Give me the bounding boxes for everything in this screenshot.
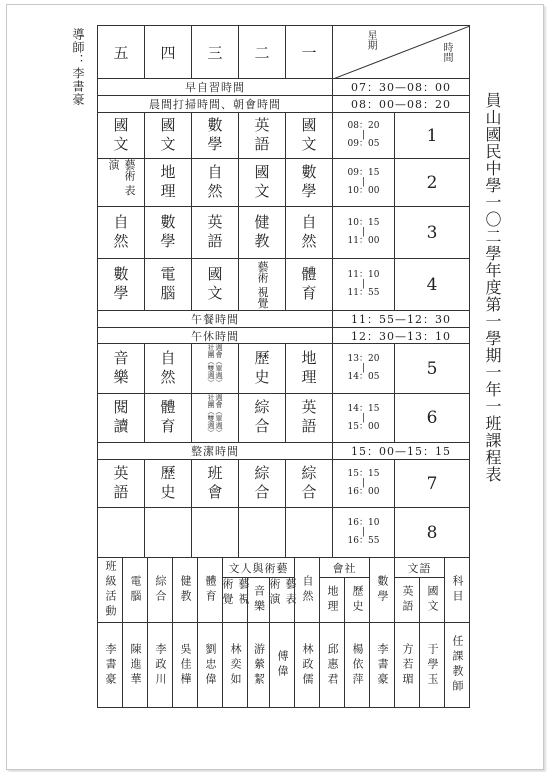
period-5-day-4 bbox=[238, 343, 286, 394]
period-start: 08：20 bbox=[347, 121, 380, 131]
period-4-number-text: 4 bbox=[426, 274, 438, 295]
document-title: 員山國民中學一〇二學年度第一學期一年一班課程表 bbox=[483, 92, 502, 483]
period-1-time bbox=[332, 112, 395, 159]
period-3-day-3-text: 英語 bbox=[205, 213, 224, 252]
band-self_study-time bbox=[332, 78, 470, 96]
period-2-day-2 bbox=[144, 158, 192, 207]
subject-header bbox=[444, 557, 470, 623]
period-time-range bbox=[348, 519, 380, 546]
period-7-number-text: 7 bbox=[426, 473, 438, 494]
period-end: 16：55 bbox=[347, 536, 380, 546]
period-time-range bbox=[348, 219, 380, 246]
subject-group-3-text: 文語 bbox=[407, 561, 432, 575]
period-5-day-5 bbox=[285, 343, 333, 394]
period-8-day-4 bbox=[238, 507, 286, 558]
subject-6 bbox=[222, 577, 248, 623]
band-cleanup-label-text: 整潔時間 bbox=[191, 445, 239, 458]
period-end: 14：05 bbox=[347, 372, 380, 382]
band-self_study-label-text: 早自習時間 bbox=[185, 81, 245, 94]
period-5-number-text: 5 bbox=[426, 358, 438, 379]
period-5-day-1 bbox=[97, 343, 145, 394]
teacher-10 bbox=[319, 622, 345, 708]
period-dash: | bbox=[361, 412, 366, 423]
period-5-number bbox=[394, 343, 470, 394]
period-6-time bbox=[332, 393, 395, 443]
teacher-2-text: 陳進華 bbox=[129, 642, 142, 688]
band-lunch-label-text: 午餐時間 bbox=[191, 313, 239, 326]
teacher-9 bbox=[294, 622, 320, 708]
period-6-day-4 bbox=[238, 393, 286, 443]
period-7-day-2-text: 歷史 bbox=[158, 464, 177, 503]
period-time-range bbox=[348, 169, 380, 196]
subject-10 bbox=[319, 577, 345, 623]
period-4-number bbox=[394, 258, 470, 311]
teacher-header bbox=[444, 622, 470, 708]
period-time-range bbox=[348, 271, 380, 298]
teacher-11-text: 楊依萍 bbox=[351, 642, 364, 688]
period-1-day-2-text: 國文 bbox=[158, 116, 177, 155]
day-header-2 bbox=[144, 25, 192, 79]
teacher-3-text: 李政川 bbox=[154, 642, 167, 688]
day-header-3-text: 三 bbox=[207, 43, 223, 62]
teacher-7-text: 游縈絜 bbox=[252, 642, 266, 688]
period-end: 15：00 bbox=[347, 421, 380, 432]
subject-7-text: 音樂 bbox=[252, 585, 266, 615]
teacher-4-text: 吳佳樺 bbox=[179, 642, 192, 688]
band-lunch-time-text: 11：55—12：30 bbox=[351, 313, 451, 326]
band-morning-label-text: 晨間打掃時間、朝會時間 bbox=[149, 98, 281, 111]
period-8-number bbox=[394, 507, 470, 558]
subject-14-text: 國文 bbox=[426, 585, 439, 615]
teacher-3 bbox=[147, 622, 173, 708]
day-header-4-text: 二 bbox=[254, 43, 270, 62]
period-7-day-5-text: 綜合 bbox=[299, 464, 318, 503]
period-1-day-4-text: 英語 bbox=[252, 116, 271, 155]
period-start: 09：15 bbox=[347, 168, 380, 178]
teacher-11 bbox=[344, 622, 370, 708]
band-nap-label bbox=[97, 327, 333, 344]
period-7-day-3-text: 班會 bbox=[205, 464, 224, 503]
period-7-day-3 bbox=[191, 459, 239, 508]
teacher-6 bbox=[222, 622, 248, 708]
period-6-day-2-text: 體育 bbox=[158, 399, 177, 437]
period-3-day-3 bbox=[191, 206, 239, 259]
day-header-3 bbox=[191, 25, 239, 79]
period-5-time bbox=[332, 343, 395, 394]
period-5-day-3-text: 週會（單週） 社團（雙週） bbox=[207, 344, 223, 386]
period-2-number bbox=[394, 158, 470, 207]
subject-12 bbox=[369, 557, 395, 623]
subject-13-text: 英語 bbox=[401, 585, 414, 615]
period-5-day-2 bbox=[144, 343, 192, 394]
period-2-number-text: 2 bbox=[426, 172, 438, 193]
band-cleanup-time bbox=[332, 442, 470, 460]
day-header-2-text: 四 bbox=[160, 43, 176, 62]
period-2-time bbox=[332, 158, 395, 207]
period-1-day-5 bbox=[285, 112, 333, 159]
band-morning-time bbox=[332, 95, 470, 113]
period-6-day-2 bbox=[144, 393, 192, 443]
period-1-day-3 bbox=[191, 112, 239, 159]
homeroom-teacher: 導師：李書豪 bbox=[71, 28, 85, 106]
period-4-day-3-text: 國文 bbox=[205, 265, 224, 304]
period-2-day-4-text: 國文 bbox=[252, 163, 271, 202]
period-time-range bbox=[348, 405, 380, 432]
period-start: 16：10 bbox=[347, 518, 380, 528]
period-6-day-5 bbox=[285, 393, 333, 443]
period-5-day-4-text: 歷史 bbox=[252, 349, 271, 388]
subject-4 bbox=[172, 557, 198, 623]
band-nap-time-text: 12：30—13：10 bbox=[351, 329, 451, 343]
subject-5-text: 體育 bbox=[204, 575, 217, 605]
subject-group-2-text: 會社 bbox=[332, 561, 357, 575]
period-6-day-4-text: 綜合 bbox=[252, 399, 271, 437]
period-dash: | bbox=[361, 279, 366, 289]
period-end: 11：00 bbox=[347, 236, 380, 246]
teacher-2 bbox=[122, 622, 148, 708]
period-2-day-5-text: 數學 bbox=[299, 163, 318, 202]
period-start: 13：20 bbox=[347, 354, 380, 364]
period-4-day-5-text: 體育 bbox=[299, 265, 318, 304]
subject-6-text: 藝視術覺 bbox=[221, 578, 250, 608]
period-2-day-3-text: 自然 bbox=[205, 163, 224, 202]
period-8-day-3 bbox=[191, 507, 239, 558]
teacher-8 bbox=[269, 622, 295, 708]
subject-9 bbox=[294, 557, 320, 623]
band-lunch-time bbox=[332, 310, 470, 328]
corner-time-label: 時間 bbox=[441, 42, 452, 62]
subject-10-text: 地理 bbox=[326, 585, 339, 615]
period-6-day-1-text: 閱讀 bbox=[111, 399, 130, 437]
period-4-day-2-text: 電腦 bbox=[158, 265, 177, 304]
period-4-day-3 bbox=[191, 258, 239, 311]
teacher-10-text: 邱惠君 bbox=[326, 642, 339, 688]
period-5-day-1-text: 音樂 bbox=[111, 349, 130, 388]
teacher-12 bbox=[369, 622, 395, 708]
period-4-day-4-text: 藝術 視覺 bbox=[256, 260, 269, 309]
subject-2 bbox=[122, 557, 148, 623]
period-2-day-1-text: 藝術 表演 bbox=[107, 159, 136, 196]
subject-group-3 bbox=[394, 557, 445, 578]
period-time-range bbox=[348, 122, 380, 149]
period-4-day-2 bbox=[144, 258, 192, 311]
period-1-day-1 bbox=[97, 112, 145, 159]
period-3-day-2 bbox=[144, 206, 192, 259]
teacher-header-text: 任課教師 bbox=[451, 635, 464, 695]
period-4-day-5 bbox=[285, 258, 333, 311]
period-dash: | bbox=[361, 130, 366, 140]
subject-4-text: 健教 bbox=[179, 575, 192, 605]
subject-1-text: 班級活動 bbox=[104, 560, 117, 620]
teacher-12-text: 李書豪 bbox=[376, 642, 389, 688]
period-8-time bbox=[332, 507, 395, 558]
period-5-day-5-text: 地理 bbox=[299, 349, 318, 388]
teacher-8-text: 傅偉 bbox=[276, 650, 289, 680]
period-start: 14：15 bbox=[347, 403, 380, 414]
teacher-13-text: 方若瑂 bbox=[401, 642, 414, 688]
band-morning-time-text: 08：00—08：20 bbox=[351, 98, 451, 111]
period-8-day-5 bbox=[285, 507, 333, 558]
period-6-day-3-text: 週會（單週） 社團（雙週） bbox=[207, 394, 223, 436]
period-7-day-1 bbox=[97, 459, 145, 508]
period-7-day-4 bbox=[238, 459, 286, 508]
period-4-day-1-text: 數學 bbox=[111, 265, 130, 304]
band-nap-time bbox=[332, 327, 470, 344]
period-time-range bbox=[348, 470, 380, 497]
band-cleanup-label bbox=[97, 442, 333, 460]
period-7-time bbox=[332, 459, 395, 508]
period-3-day-4-text: 健教 bbox=[252, 213, 271, 252]
period-4-day-4 bbox=[238, 258, 286, 311]
period-2-day-5 bbox=[285, 158, 333, 207]
subject-11-text: 歷史 bbox=[351, 585, 364, 615]
period-dash: | bbox=[361, 227, 366, 237]
subject-group-2 bbox=[319, 557, 370, 578]
subject-8 bbox=[269, 577, 295, 623]
period-start: 11：10 bbox=[347, 270, 380, 280]
band-cleanup-time-text: 15：00—15：15 bbox=[351, 445, 451, 458]
subject-13 bbox=[394, 577, 420, 623]
period-dash: | bbox=[361, 363, 366, 373]
period-8-number-text: 8 bbox=[426, 522, 438, 543]
period-3-day-2-text: 數學 bbox=[158, 213, 177, 252]
teacher-13 bbox=[394, 622, 420, 708]
period-1-number-text: 1 bbox=[426, 125, 438, 146]
teacher-9-text: 林政儒 bbox=[301, 642, 314, 688]
subject-9-text: 自然 bbox=[301, 575, 314, 605]
subject-header-text: 科目 bbox=[451, 575, 464, 605]
period-2-day-2-text: 地理 bbox=[158, 163, 177, 202]
period-8-day-2 bbox=[144, 507, 192, 558]
period-7-day-2 bbox=[144, 459, 192, 508]
day-header-5 bbox=[285, 25, 333, 79]
band-lunch-label bbox=[97, 310, 333, 328]
band-self_study-time-text: 07：30—08：00 bbox=[351, 81, 451, 94]
period-3-day-1-text: 自然 bbox=[111, 213, 130, 252]
period-4-time bbox=[332, 258, 395, 311]
period-end: 16：00 bbox=[347, 487, 380, 497]
corner-day-label: 星期 bbox=[365, 30, 376, 50]
band-nap-label-text: 午休時間 bbox=[191, 329, 239, 343]
period-1-day-3-text: 數學 bbox=[205, 116, 224, 155]
period-7-day-4-text: 綜合 bbox=[252, 464, 271, 503]
teacher-1 bbox=[97, 622, 123, 708]
period-7-day-1-text: 英語 bbox=[111, 464, 130, 503]
teacher-7 bbox=[247, 622, 270, 708]
teacher-6-text: 林奕如 bbox=[229, 642, 242, 688]
teacher-5-text: 劉忠偉 bbox=[204, 642, 217, 688]
period-dash: | bbox=[361, 177, 366, 187]
subject-group-1 bbox=[222, 557, 295, 578]
period-3-number-text: 3 bbox=[426, 222, 438, 243]
period-8-day-1 bbox=[97, 507, 145, 558]
period-3-number bbox=[394, 206, 470, 259]
subject-8-text: 藝表術演 bbox=[268, 578, 297, 608]
period-3-day-5-text: 自然 bbox=[299, 213, 318, 252]
period-6-day-5-text: 英語 bbox=[299, 399, 318, 437]
period-2-day-4 bbox=[238, 158, 286, 207]
period-6-day-3 bbox=[191, 393, 239, 443]
period-start: 15：15 bbox=[347, 469, 380, 479]
period-2-day-3 bbox=[191, 158, 239, 207]
teacher-5 bbox=[197, 622, 223, 708]
day-header-1 bbox=[97, 25, 145, 79]
period-2-day-1 bbox=[97, 158, 145, 207]
period-3-time bbox=[332, 206, 395, 259]
period-time-range bbox=[348, 355, 380, 382]
timetable bbox=[97, 25, 469, 707]
subject-3 bbox=[147, 557, 173, 623]
period-3-day-1 bbox=[97, 206, 145, 259]
corner-header bbox=[332, 25, 470, 79]
period-5-day-3 bbox=[191, 343, 239, 394]
subject-3-text: 綜合 bbox=[154, 575, 167, 605]
period-3-day-4 bbox=[238, 206, 286, 259]
subject-1 bbox=[97, 557, 123, 623]
teacher-14-text: 于學玉 bbox=[426, 642, 439, 688]
period-7-day-5 bbox=[285, 459, 333, 508]
teacher-4 bbox=[172, 622, 198, 708]
period-3-day-5 bbox=[285, 206, 333, 259]
period-dash: | bbox=[361, 527, 366, 537]
subject-11 bbox=[344, 577, 370, 623]
teacher-14 bbox=[419, 622, 445, 708]
period-1-day-1-text: 國文 bbox=[111, 116, 130, 155]
band-morning-label bbox=[97, 95, 333, 113]
period-6-day-1 bbox=[97, 393, 145, 443]
period-end: 11：55 bbox=[347, 288, 380, 298]
band-self_study-label bbox=[97, 78, 333, 96]
teacher-1-text: 李書豪 bbox=[104, 642, 117, 688]
period-1-number bbox=[394, 112, 470, 159]
period-7-number bbox=[394, 459, 470, 508]
day-header-1-text: 五 bbox=[113, 43, 129, 62]
subject-group-1-text: 文人與術藝 bbox=[228, 561, 289, 575]
period-4-day-1 bbox=[97, 258, 145, 311]
period-start: 10：15 bbox=[347, 218, 380, 228]
period-end: 09：05 bbox=[347, 139, 380, 149]
day-header-4 bbox=[238, 25, 286, 79]
period-1-day-4 bbox=[238, 112, 286, 159]
period-1-day-5-text: 國文 bbox=[299, 116, 318, 155]
period-1-day-2 bbox=[144, 112, 192, 159]
period-end: 10：00 bbox=[347, 186, 380, 196]
period-dash: | bbox=[361, 478, 366, 488]
day-header-5-text: 一 bbox=[301, 43, 317, 62]
subject-14 bbox=[419, 577, 445, 623]
period-5-day-2-text: 自然 bbox=[158, 349, 177, 388]
subject-2-text: 電腦 bbox=[129, 575, 142, 605]
subject-12-text: 數學 bbox=[376, 575, 389, 605]
period-6-number-text: 6 bbox=[426, 408, 438, 428]
period-6-number bbox=[394, 393, 470, 443]
